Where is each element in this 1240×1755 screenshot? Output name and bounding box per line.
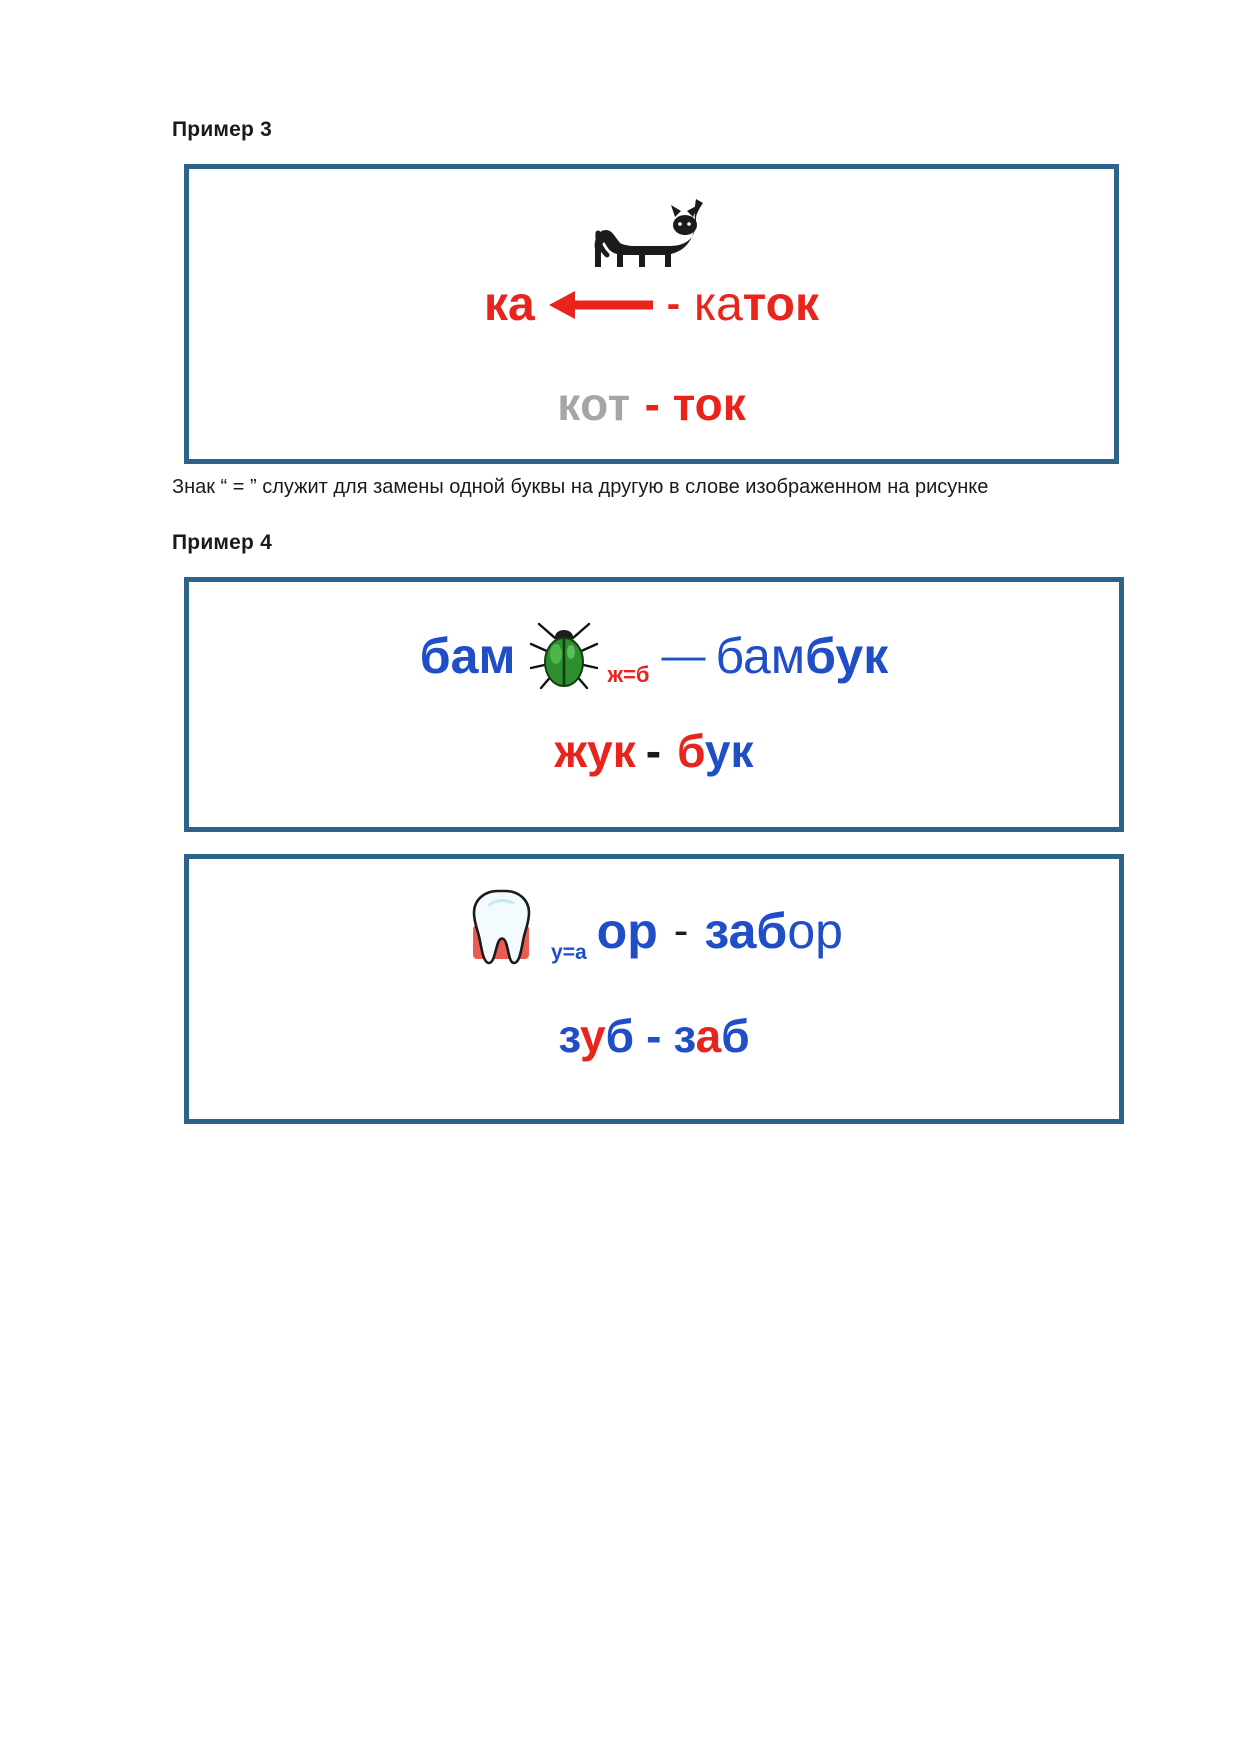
word-zab	[673, 1009, 749, 1063]
answer-zabor-suffix: ор	[787, 903, 843, 959]
answer-bambuk	[715, 627, 888, 685]
equation-separator: -	[666, 282, 681, 326]
answer-bambuk-suffix: бук	[805, 628, 889, 684]
zabor-dash: -	[673, 906, 689, 955]
word-zub	[558, 1009, 634, 1063]
answer-zabor-prefix: заб	[704, 903, 788, 959]
bambuk-breakdown-dash: -	[645, 725, 662, 777]
syllable-ka: ка	[483, 278, 535, 331]
answer-zabor	[704, 902, 843, 960]
word-tok: - ток	[644, 378, 746, 430]
figure-bambuk	[184, 577, 1124, 832]
beetle-image	[525, 616, 603, 696]
figure-zabor	[184, 854, 1124, 1124]
word-kot: кот	[557, 378, 631, 430]
example-4-heading: Пример 4	[172, 531, 272, 554]
rule-note: Знак “ = ” служит для замены одной буквы на другую в слове изображенном на рисунке	[172, 476, 989, 498]
bambuk-equation-row	[189, 616, 1119, 696]
word-zab-b: а	[695, 1010, 722, 1062]
word-zhuk: жук	[554, 725, 636, 777]
answer-bambuk-prefix: бам	[715, 628, 806, 684]
zabor-equation-row	[189, 883, 1119, 979]
figure-katok	[184, 164, 1119, 464]
word-zab-c: б	[721, 1010, 750, 1062]
document-content	[172, 118, 1122, 1124]
answer-katok-prefix: ка	[694, 278, 743, 331]
answer-katok	[694, 277, 819, 332]
left-arrow-icon	[549, 281, 657, 329]
example-3-heading: Пример 3	[172, 118, 272, 141]
syllable-bam: бам	[419, 628, 516, 684]
tooth-image	[465, 883, 551, 979]
substitution-label-zhb: ж=б	[607, 662, 650, 687]
katok-breakdown-row	[189, 377, 1114, 431]
zabor-breakdown-row	[189, 1009, 1119, 1063]
bambuk-dash: —	[661, 631, 706, 680]
katok-equation-row	[189, 277, 1114, 332]
syllable-or: ор	[596, 903, 658, 959]
word-zub-c: б	[605, 1010, 635, 1062]
word-buk	[677, 724, 753, 778]
substitution-label-ua: у=а	[551, 941, 587, 964]
bambuk-breakdown-row	[189, 724, 1119, 778]
word-buk-first: б	[677, 725, 705, 777]
cat-silhouette-icon	[592, 195, 712, 275]
word-zab-a: з	[673, 1010, 696, 1062]
word-zub-a: з	[558, 1010, 581, 1062]
zabor-breakdown-dash: -	[646, 1010, 662, 1062]
cat-image	[189, 195, 1114, 275]
word-zub-b: у	[580, 1010, 606, 1062]
beetle-icon	[525, 616, 603, 696]
word-buk-rest: ук	[704, 725, 754, 777]
answer-katok-suffix: ток	[742, 278, 819, 331]
tooth-icon	[465, 883, 551, 979]
